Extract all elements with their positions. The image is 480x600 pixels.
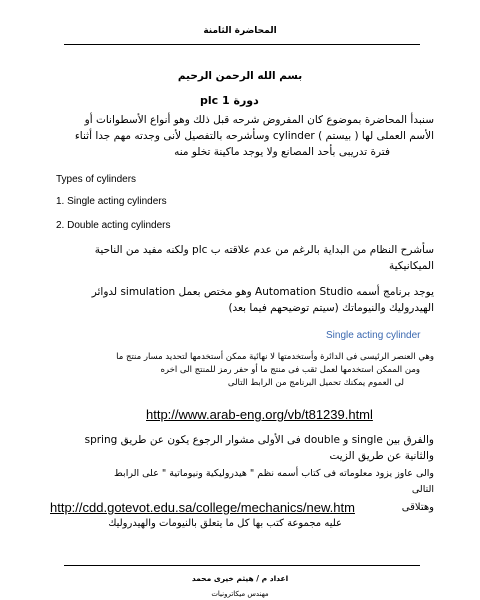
header-divider [64, 44, 420, 45]
single-acting-heading: Single acting cylinder [326, 330, 421, 341]
difference-line: والثانية عن طريق الزيت [329, 450, 434, 462]
footer-divider [64, 565, 420, 566]
footer-role: مهندس ميكاترونيات [211, 590, 269, 598]
type-item: 1. Single acting cylinders [56, 196, 167, 207]
bismillah-line: بسم الله الرحمن الرحيم [177, 70, 303, 82]
books-link[interactable]: http://cdd.gotevot.edu.sa/college/mechanics/new.htm [50, 500, 355, 515]
type-item: 2. Double acting cylinders [56, 220, 171, 231]
page-header-title: المحاضرة الثامنة [203, 26, 277, 36]
difference-line: والى عاوز يزود معلوماته فى كتاب أسمه نظم " هيدروليكية ونيوماتية " على الرابط [114, 468, 434, 479]
difference-line: والفرق بين single و double فى الأولى مشوار الرجوع يكون عن طريق spring [84, 434, 434, 446]
download-link[interactable]: http://www.arab-eng.org/vb/t81239.html [146, 407, 373, 422]
books-link-suffix: وهتلاقى [401, 502, 434, 513]
types-heading: Types of cylinders [56, 174, 137, 185]
course-title: دورة plc 1 [200, 94, 259, 107]
difference-line: التالى [411, 484, 434, 495]
intro-line: الأسم العملى لها ( بيستم ) cylinder وسأشرحه بالتفصيل لأنى وجدته مهم جدا أثناء [74, 130, 434, 142]
intro-line: فترة تدريبى بأحد المصانع ولا يوجد ماكينة تخلو منه [174, 146, 390, 158]
single-line: ومن الممكن استخدمها لعمل ثقب فى منتج ما أو حفر رمز للمنتج الى اخره [160, 365, 420, 375]
footer-author: اعداد م / هيثم خيرى محمد [191, 574, 289, 583]
final-line: عليه مجموعة كتب بها كل ما يتعلق بالنيومات والهيدروليك [108, 518, 342, 529]
explain-line: سأشرح النظام من البداية بالرغم من عدم علاقته ب plc ولكنه مفيد من الناحية [94, 244, 434, 256]
single-line: لى العموم يمكنك تحميل البرنامج من الرابط التالى [227, 378, 404, 388]
single-line: وهي العنصر الرئيسى فى الدائرة وأستخدمتها لا نهائية ممكن أستخدمها لتحديد مسار منتج ما [116, 352, 434, 362]
program-line: الهيدروليك والنيوماتك (سيتم توضيحهم فيما بعد) [228, 302, 434, 314]
program-line: يوجد برنامج أسمه Automation Studio وهو مختص بعمل simulation لدوائر [91, 286, 434, 298]
explain-line: الميكانيكية [388, 260, 434, 272]
intro-line: سنبدأ المحاضرة بموضوع كان المفروض شرحه قبل ذلك وهو أنواع الأسطوانات أو [84, 114, 434, 126]
